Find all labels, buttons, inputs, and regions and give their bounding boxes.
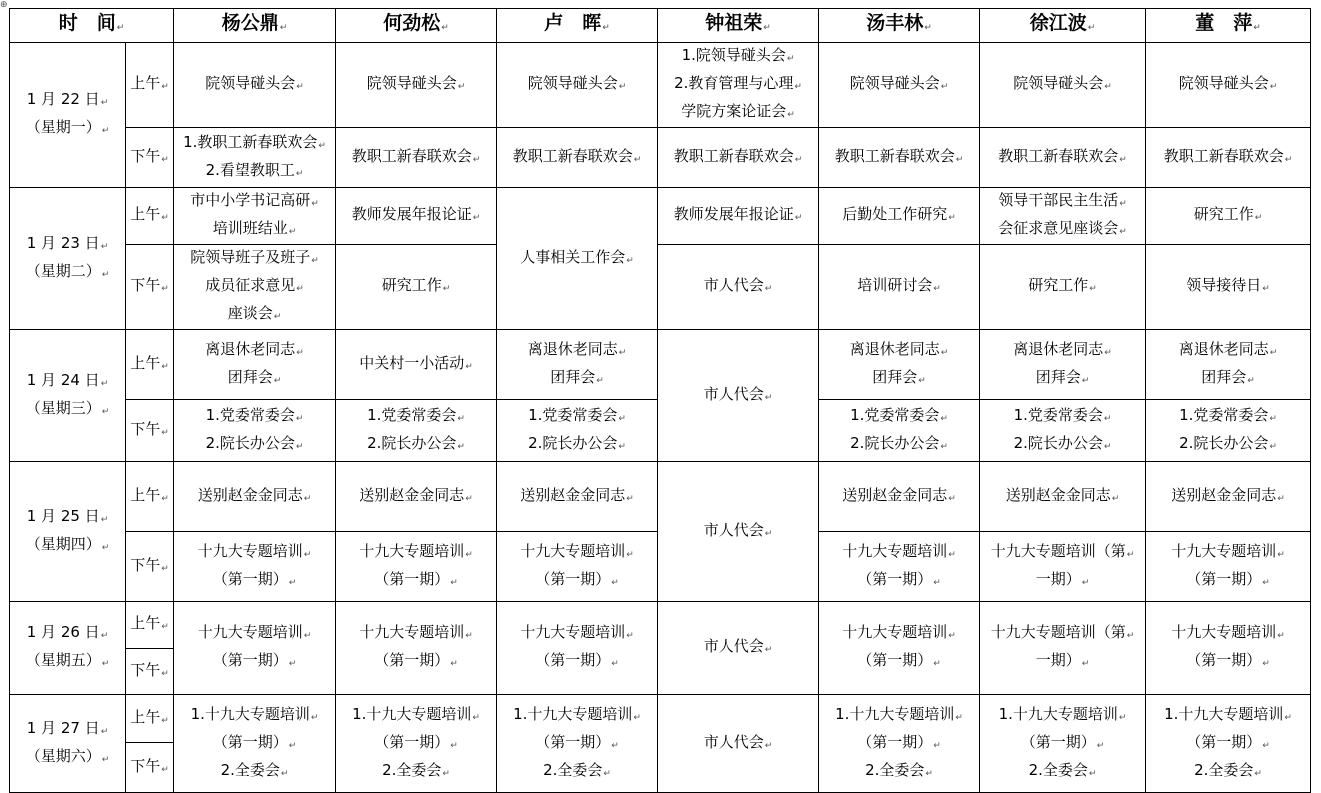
- cell-text: 1.十九大专题培训 ↵: [338, 702, 494, 730]
- cell-text: 院领导碰头会 ↵: [1148, 71, 1308, 99]
- table-row: [10, 188, 1311, 245]
- cell-text: 成员征求意见 ↵: [176, 273, 333, 301]
- date-label: 1 月 24 日 ↵: [12, 368, 123, 396]
- table-row: [10, 602, 1311, 649]
- cell-text: 2.院长办公会 ↵: [821, 431, 977, 459]
- afternoon-label: 下午 ↵: [126, 743, 174, 793]
- cell-text: 团拜会 ↵: [982, 365, 1143, 393]
- cell-text: 研究工作 ↵: [1148, 202, 1308, 230]
- cell-text: 1.院领导碰头会 ↵: [660, 43, 816, 71]
- person-header: 钟祖荣 ↵: [658, 9, 819, 43]
- cell-text: 教职工新春联欢会 ↵: [982, 144, 1143, 172]
- person-header: 董 萍 ↵: [1146, 9, 1311, 43]
- schedule-cell: [819, 602, 980, 695]
- schedule-cell: [819, 462, 980, 532]
- cell-text: （第一期） ↵: [499, 648, 655, 676]
- cell-text: 离退休老同志 ↵: [499, 337, 655, 365]
- morning-label: 上午 ↵: [126, 602, 174, 649]
- schedule-cell: [174, 188, 336, 245]
- schedule-cell: [819, 128, 980, 188]
- schedule-cell: [980, 330, 1146, 400]
- cell-text: 座谈会 ↵: [176, 301, 333, 329]
- cell-text: 院领导班子及班子 ↵: [176, 245, 333, 273]
- cell-text: 1.十九大专题培训 ↵: [982, 702, 1143, 730]
- schedule-cell: [336, 400, 497, 462]
- cell-text: 1.党委常委会 ↵: [982, 403, 1143, 431]
- cell-text: 十九大专题培训 ↵: [176, 539, 333, 567]
- cell-text: （第一期） ↵: [982, 730, 1143, 758]
- cell-text: 市人代会 ↵: [660, 730, 816, 758]
- schedule-cell: [658, 245, 819, 330]
- schedule-cell: [497, 330, 658, 400]
- cell-text: 院领导碰头会 ↵: [821, 71, 977, 99]
- morning-label: 上午 ↵: [126, 695, 174, 743]
- afternoon-label: 下午 ↵: [126, 245, 174, 330]
- cell-text: 十九大专题培训（第 ↵: [982, 539, 1143, 567]
- schedule-cell: [658, 602, 819, 695]
- weekday-label: （星期一） ↵: [12, 115, 123, 143]
- cell-text: 教师发展年报论证 ↵: [338, 202, 494, 230]
- cell-text: （第一期） ↵: [499, 567, 655, 595]
- schedule-cell: [174, 245, 336, 330]
- cell-text: 十九大专题培训 ↵: [821, 620, 977, 648]
- cell-text: 1.十九大专题培训 ↵: [176, 702, 333, 730]
- schedule-cell: [658, 462, 819, 602]
- cell-text: 研究工作 ↵: [338, 273, 494, 301]
- schedule-cell: [174, 43, 336, 128]
- cell-text: 院领导碰头会 ↵: [982, 71, 1143, 99]
- cell-text: 团拜会 ↵: [821, 365, 977, 393]
- cell-text: 送别赵金金同志 ↵: [1148, 483, 1308, 511]
- cell-text: 教职工新春联欢会 ↵: [499, 144, 655, 172]
- date-cell: [10, 462, 126, 602]
- cell-text: 2.全委会 ↵: [499, 758, 655, 786]
- cell-text: 离退休老同志 ↵: [176, 337, 333, 365]
- cell-text: 团拜会 ↵: [1148, 365, 1308, 393]
- cell-text: 十九大专题培训 ↵: [499, 539, 655, 567]
- schedule-cell: [1146, 532, 1311, 602]
- cell-text: 市人代会 ↵: [660, 634, 816, 662]
- cell-text: 2.院长办公会 ↵: [338, 431, 494, 459]
- cell-text: 2.全委会 ↵: [1148, 758, 1308, 786]
- afternoon-label: 下午 ↵: [126, 128, 174, 188]
- schedule-cell: [174, 602, 336, 695]
- date-label: 1 月 22 日 ↵: [12, 87, 123, 115]
- cell-text: 会征求意见座谈会 ↵: [982, 216, 1143, 244]
- schedule-cell: [497, 128, 658, 188]
- cell-text: （第一期） ↵: [176, 648, 333, 676]
- time-header: 时 间 ↵: [10, 9, 174, 43]
- schedule-cell: [1146, 695, 1311, 793]
- cell-text: 2.院长办公会 ↵: [176, 431, 333, 459]
- person-header: 徐江波 ↵: [980, 9, 1146, 43]
- morning-label: 上午 ↵: [126, 188, 174, 245]
- cell-text: 十九大专题培训 ↵: [1148, 539, 1308, 567]
- cell-text: 2.院长办公会 ↵: [499, 431, 655, 459]
- date-cell: [10, 43, 126, 188]
- cell-text: 1.党委常委会 ↵: [1148, 403, 1308, 431]
- cell-text: 离退休老同志 ↵: [1148, 337, 1308, 365]
- afternoon-label: 下午 ↵: [126, 400, 174, 462]
- schedule-cell: [1146, 462, 1311, 532]
- cell-text: （第一期） ↵: [176, 730, 333, 758]
- cell-text: 2.院长办公会 ↵: [982, 431, 1143, 459]
- cell-text: 1.十九大专题培训 ↵: [1148, 702, 1308, 730]
- schedule-cell: [658, 330, 819, 462]
- cell-text: 研究工作 ↵: [982, 273, 1143, 301]
- schedule-cell: [497, 602, 658, 695]
- cell-text: 学院方案论证会 ↵: [660, 99, 816, 127]
- cell-text: 教职工新春联欢会 ↵: [660, 144, 816, 172]
- schedule-cell: [174, 695, 336, 793]
- cell-text: 1.党委常委会 ↵: [338, 403, 494, 431]
- schedule-cell: [819, 400, 980, 462]
- schedule-cell: [336, 462, 497, 532]
- schedule-cell: [1146, 330, 1311, 400]
- schedule-cell: [174, 330, 336, 400]
- schedule-cell: [980, 400, 1146, 462]
- schedule-cell: [819, 695, 980, 793]
- cell-text: 离退休老同志 ↵: [982, 337, 1143, 365]
- weekday-label: （星期五） ↵: [12, 648, 123, 676]
- cell-text: 后勤处工作研究 ↵: [821, 202, 977, 230]
- schedule-cell: [336, 245, 497, 330]
- table-row: [10, 128, 1311, 188]
- date-label: 1 月 26 日 ↵: [12, 620, 123, 648]
- table-row: [10, 330, 1311, 400]
- schedule-cell: [336, 128, 497, 188]
- cell-text: （第一期） ↵: [338, 648, 494, 676]
- schedule-cell: [980, 128, 1146, 188]
- cell-text: 送别赵金金同志 ↵: [982, 483, 1143, 511]
- cell-text: 培训班结业 ↵: [176, 216, 333, 244]
- cell-text: 1.教职工新春联欢会 ↵: [176, 130, 333, 158]
- cell-text: 2.看望教职工 ↵: [176, 158, 333, 186]
- cell-text: 2.全委会 ↵: [982, 758, 1143, 786]
- cell-text: 院领导碰头会 ↵: [176, 71, 333, 99]
- cell-text: （第一期） ↵: [338, 730, 494, 758]
- schedule-cell: [336, 43, 497, 128]
- date-label: 1 月 23 日 ↵: [12, 231, 123, 259]
- schedule-cell: [819, 43, 980, 128]
- schedule-cell: [819, 245, 980, 330]
- table-row: [10, 695, 1311, 743]
- cell-text: 十九大专题培训 ↵: [176, 620, 333, 648]
- schedule-cell: [497, 695, 658, 793]
- cell-text: 十九大专题培训 ↵: [338, 620, 494, 648]
- schedule-cell: [336, 188, 497, 245]
- table-row: [10, 245, 1311, 330]
- cell-text: 市人代会 ↵: [660, 518, 816, 546]
- schedule-cell: [174, 462, 336, 532]
- cell-text: 1.十九大专题培训 ↵: [499, 702, 655, 730]
- cell-text: 1.党委常委会 ↵: [176, 403, 333, 431]
- weekday-label: （星期四） ↵: [12, 532, 123, 560]
- cell-text: （第一期） ↵: [821, 730, 977, 758]
- cell-text: 十九大专题培训 ↵: [338, 539, 494, 567]
- schedule-cell: [819, 188, 980, 245]
- cell-text: 十九大专题培训 ↵: [499, 620, 655, 648]
- cell-text: 2.全委会 ↵: [176, 758, 333, 786]
- schedule-cell: [819, 532, 980, 602]
- cell-text: 送别赵金金同志 ↵: [338, 483, 494, 511]
- cell-text: 一期） ↵: [982, 567, 1143, 595]
- cell-text: 市中小学书记高研 ↵: [176, 188, 333, 216]
- schedule-cell: [980, 532, 1146, 602]
- cell-text: 市人代会 ↵: [660, 273, 816, 301]
- schedule-cell: [980, 602, 1146, 695]
- schedule-cell: [658, 43, 819, 128]
- cell-text: 一期） ↵: [982, 648, 1143, 676]
- table-row: [10, 462, 1311, 532]
- person-header: 杨公鼎 ↵: [174, 9, 336, 43]
- cell-text: 1.党委常委会 ↵: [499, 403, 655, 431]
- schedule-table: [9, 8, 1311, 793]
- cell-text: 教职工新春联欢会 ↵: [821, 144, 977, 172]
- cell-text: 离退休老同志 ↵: [821, 337, 977, 365]
- cell-text: 十九大专题培训（第 ↵: [982, 620, 1143, 648]
- table-anchor-mark: ⊕: [0, 0, 8, 10]
- cell-text: 中关村一小活动 ↵: [338, 351, 494, 379]
- cell-text: 市人代会 ↵: [660, 382, 816, 410]
- schedule-cell: [980, 462, 1146, 532]
- schedule-cell: [980, 245, 1146, 330]
- cell-text: 教职工新春联欢会 ↵: [338, 144, 494, 172]
- morning-label: 上午 ↵: [126, 462, 174, 532]
- schedule-cell: [1146, 245, 1311, 330]
- schedule-cell: [174, 400, 336, 462]
- schedule-cell: [174, 128, 336, 188]
- cell-text: 院领导碰头会 ↵: [338, 71, 494, 99]
- cell-text: 2.全委会 ↵: [821, 758, 977, 786]
- morning-label: 上午 ↵: [126, 43, 174, 128]
- cell-text: （第一期） ↵: [499, 730, 655, 758]
- cell-text: （第一期） ↵: [821, 648, 977, 676]
- schedule-cell: [658, 695, 819, 793]
- morning-label: 上午 ↵: [126, 330, 174, 400]
- schedule-cell: [819, 330, 980, 400]
- date-cell: [10, 602, 126, 695]
- cell-text: 教师发展年报论证 ↵: [660, 202, 816, 230]
- schedule-cell: [497, 43, 658, 128]
- schedule-cell: [658, 128, 819, 188]
- cell-text: 送别赵金金同志 ↵: [499, 483, 655, 511]
- table-row: [10, 43, 1311, 128]
- cell-text: 1.党委常委会 ↵: [821, 403, 977, 431]
- person-header: 卢 晖 ↵: [497, 9, 658, 43]
- schedule-cell: [497, 462, 658, 532]
- schedule-cell: [1146, 128, 1311, 188]
- cell-text: （第一期） ↵: [338, 567, 494, 595]
- schedule-cell: [980, 695, 1146, 793]
- cell-text: （第一期） ↵: [1148, 567, 1308, 595]
- schedule-cell: [1146, 400, 1311, 462]
- schedule-cell: [174, 532, 336, 602]
- cell-text: 2.院长办公会 ↵: [1148, 431, 1308, 459]
- person-header: 何劲松 ↵: [336, 9, 497, 43]
- cell-text: 培训研讨会 ↵: [821, 273, 977, 301]
- schedule-cell: [980, 43, 1146, 128]
- schedule-cell: [336, 532, 497, 602]
- schedule-cell: [497, 188, 658, 330]
- cell-text: 2.教育管理与心理 ↵: [660, 71, 816, 99]
- afternoon-label: 下午 ↵: [126, 649, 174, 695]
- date-cell: [10, 330, 126, 462]
- cell-text: 教职工新春联欢会 ↵: [1148, 144, 1308, 172]
- cell-text: 1.十九大专题培训 ↵: [821, 702, 977, 730]
- weekday-label: （星期二） ↵: [12, 259, 123, 287]
- cell-text: 院领导碰头会 ↵: [499, 71, 655, 99]
- schedule-cell: [336, 602, 497, 695]
- schedule-cell: [1146, 43, 1311, 128]
- weekday-label: （星期六） ↵: [12, 744, 123, 772]
- schedule-cell: [980, 188, 1146, 245]
- cell-text: 十九大专题培训 ↵: [821, 539, 977, 567]
- schedule-cell: [1146, 188, 1311, 245]
- cell-text: 送别赵金金同志 ↵: [176, 483, 333, 511]
- schedule-cell: [336, 330, 497, 400]
- cell-text: 十九大专题培训 ↵: [1148, 620, 1308, 648]
- cell-text: 领导接待日 ↵: [1148, 273, 1308, 301]
- cell-text: 团拜会 ↵: [176, 365, 333, 393]
- person-header: 汤丰林 ↵: [819, 9, 980, 43]
- cell-text: （第一期） ↵: [176, 567, 333, 595]
- schedule-cell: [497, 400, 658, 462]
- date-cell: [10, 188, 126, 330]
- cell-text: 人事相关工作会 ↵: [499, 245, 655, 273]
- cell-text: 送别赵金金同志 ↵: [821, 483, 977, 511]
- schedule-cell: [658, 188, 819, 245]
- cell-text: （第一期） ↵: [1148, 730, 1308, 758]
- cell-text: （第一期） ↵: [821, 567, 977, 595]
- cell-text: 团拜会 ↵: [499, 365, 655, 393]
- cell-text: 2.全委会 ↵: [338, 758, 494, 786]
- cell-text: 领导干部民主生活 ↵: [982, 188, 1143, 216]
- schedule-cell: [336, 695, 497, 793]
- header-row: [10, 9, 1311, 43]
- weekday-label: （星期三） ↵: [12, 396, 123, 424]
- cell-text: （第一期） ↵: [1148, 648, 1308, 676]
- date-cell: [10, 695, 126, 793]
- schedule-cell: [1146, 602, 1311, 695]
- date-label: 1 月 25 日 ↵: [12, 504, 123, 532]
- date-label: 1 月 27 日 ↵: [12, 716, 123, 744]
- afternoon-label: 下午 ↵: [126, 532, 174, 602]
- schedule-cell: [497, 532, 658, 602]
